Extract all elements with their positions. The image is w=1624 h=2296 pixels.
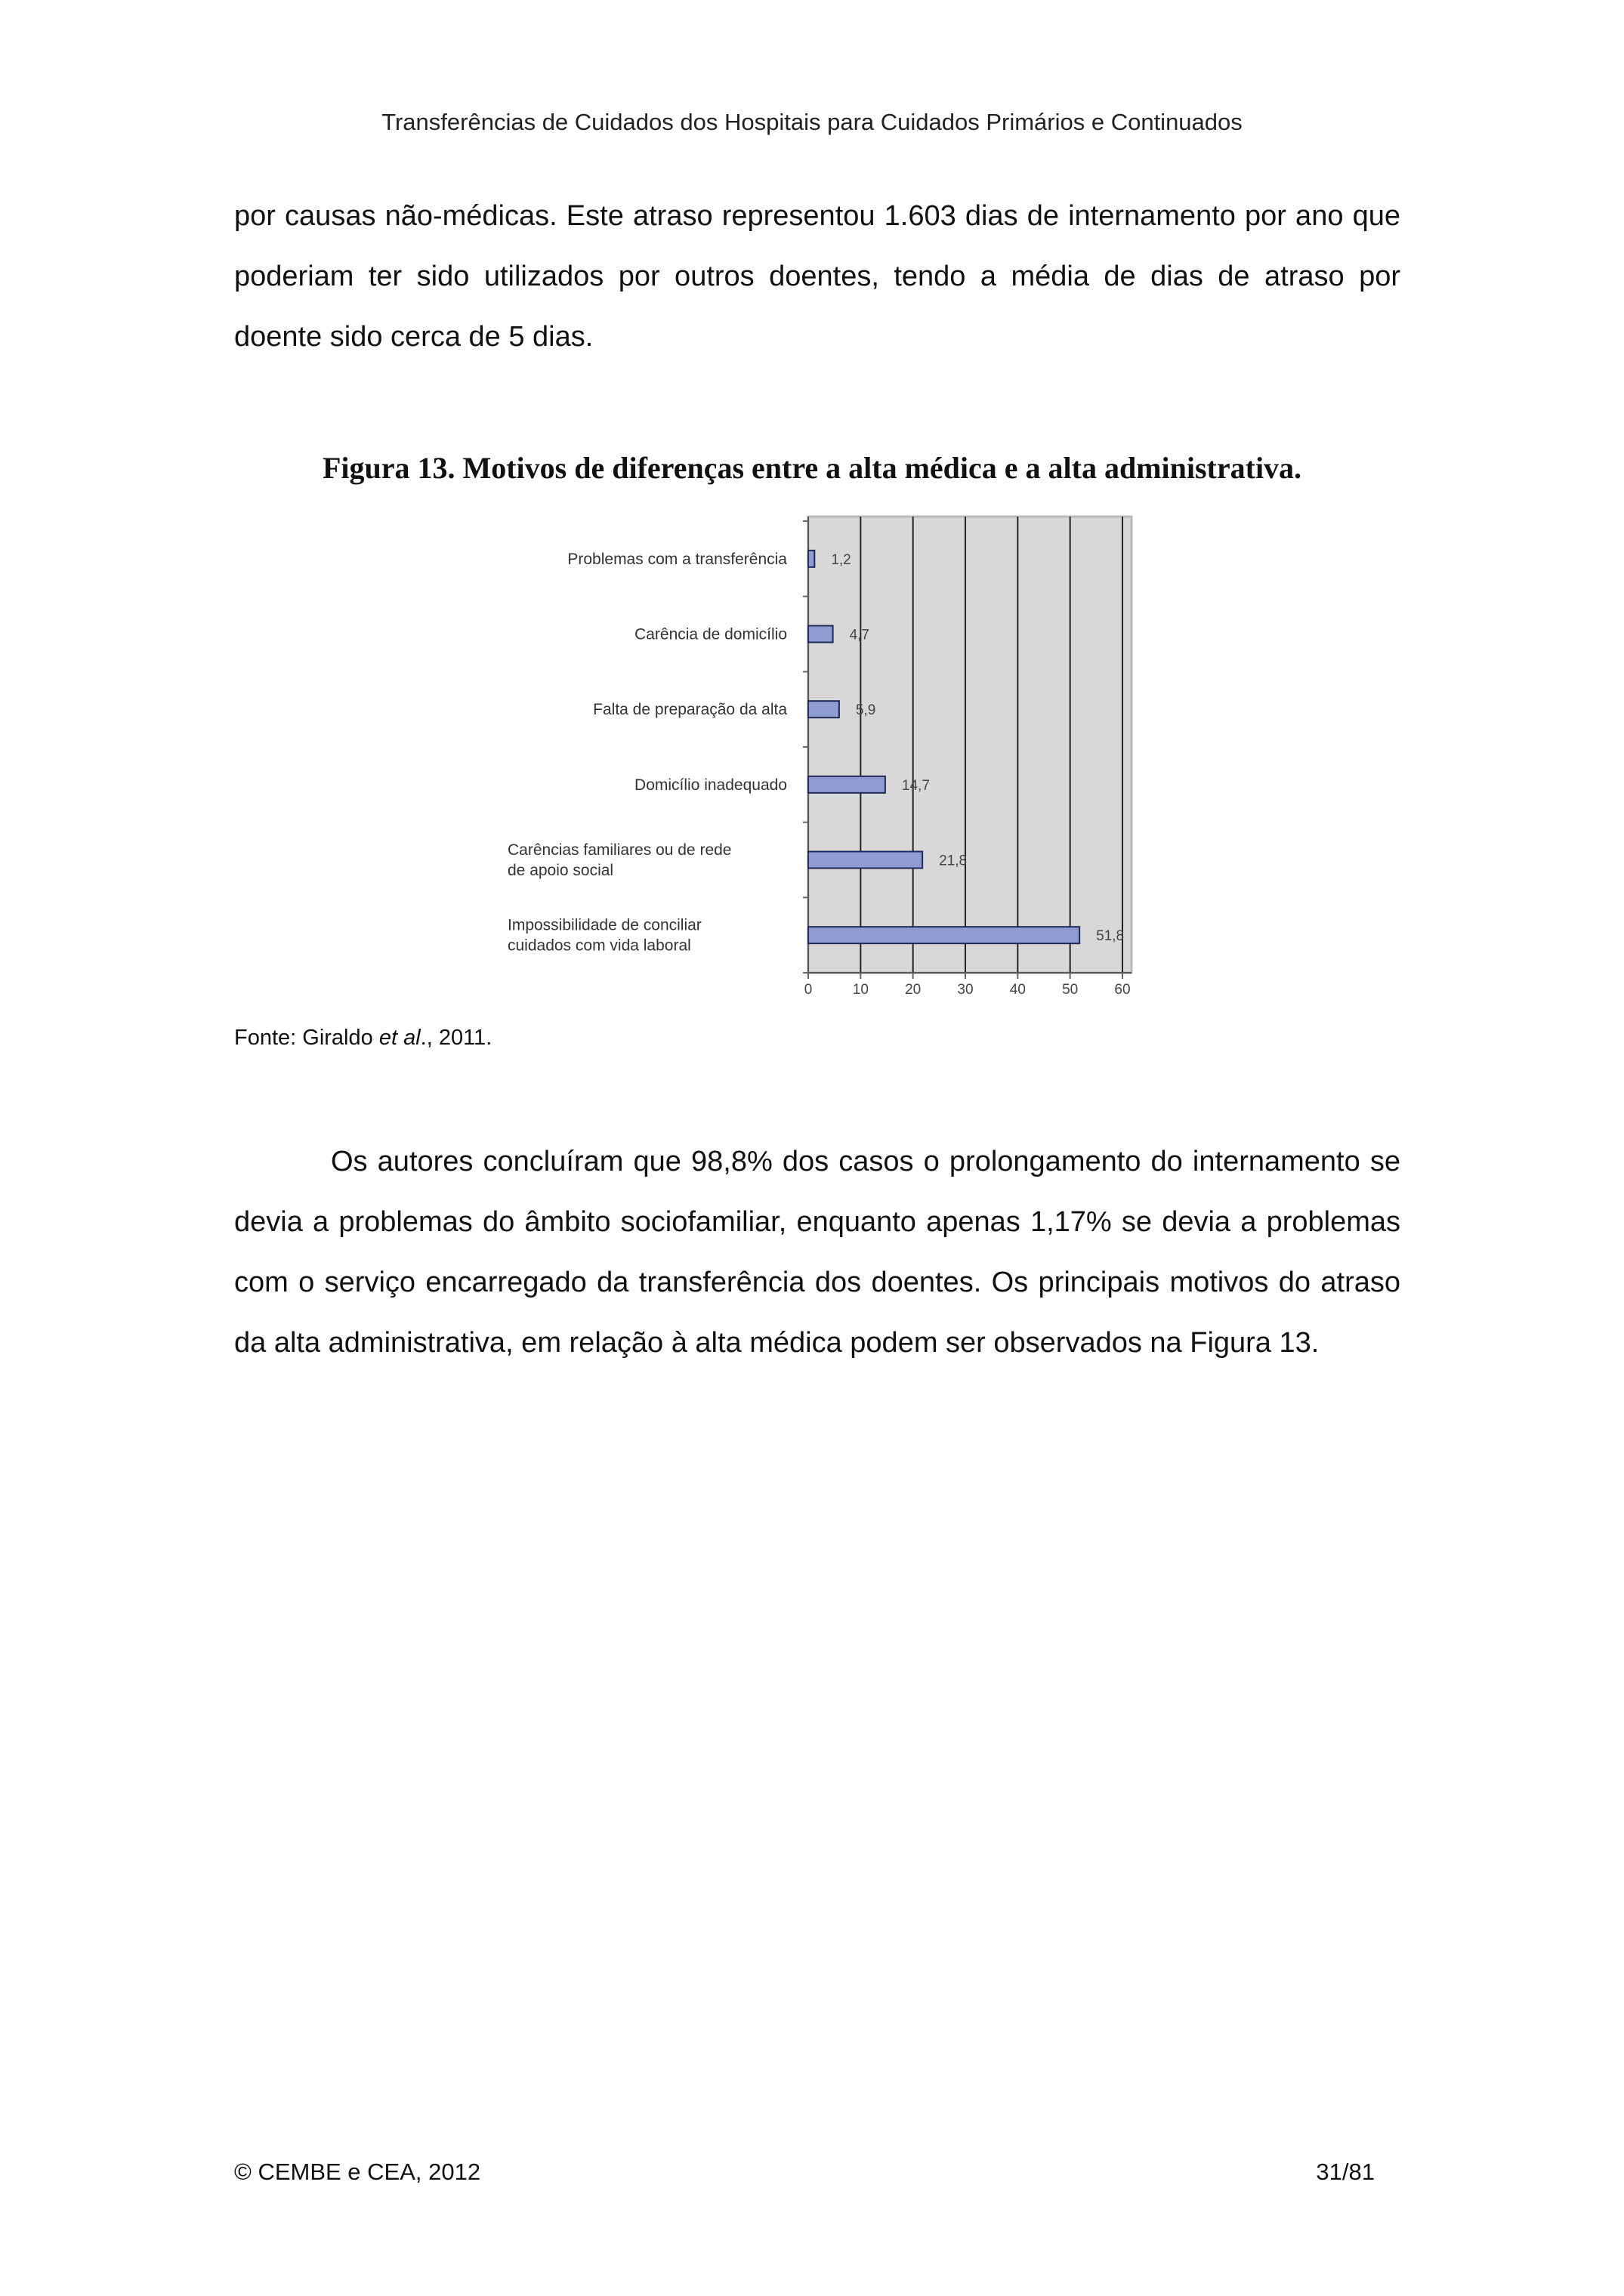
page-number: 31/81 [1316,2159,1375,2185]
source-suffix: ., 2011. [420,1026,492,1050]
source-prefix: Fonte: Giraldo [234,1026,379,1050]
bar-1 [808,551,814,567]
bar-3 [808,701,839,718]
data-label-5: 21,8 [939,853,968,869]
x-tick-label-30: 30 [957,982,974,994]
plot-area [808,517,1132,973]
body-paragraph-2: Os autores concluíram que 98,8% dos casos o prolongamento do internamento se devia a problemas do âmbito sociofamiliar, enquanto apenas 1,17% se devia a problemas com o serviço encarregado da transferência dos doentes. Os principais motivos do atraso da alta administrativa, em relação à alta médica podem ser observados na Figura 13. [234,1146,1400,1359]
figure-caption: Figura 13. Motivos de diferenças entre a alta médica e a alta administrativa. [322,451,1302,485]
category-label-5: de apoio social [508,862,614,879]
category-label-6: Impossibilidade de conciliar [508,916,702,934]
source-italic: et al [378,1026,421,1050]
footer-copyright: © CEMBE e CEA, 2012 [234,2159,481,2185]
x-tick-label-50: 50 [1062,982,1079,994]
category-label-1: Problemas com a transferência [567,550,787,568]
category-label-3: Falta de preparação da alta [593,701,787,719]
bar-6 [808,927,1079,943]
x-tick-label-20: 20 [905,982,922,994]
running-header: Transferências de Cuidados dos Hospitais para Cuidados Primários e Continuados [381,109,1243,135]
x-tick-label-0: 0 [804,982,813,994]
bar-chart [483,511,1148,994]
data-label-6: 51,8 [1096,928,1125,945]
data-label-1: 1,2 [831,551,851,568]
category-label-6: cuidados com vida laboral [508,937,691,955]
category-label-2: Carência de domicílio [634,625,787,643]
x-tick-label-60: 60 [1114,982,1131,994]
data-label-4: 14,7 [901,777,930,794]
figure-source [234,1026,492,1051]
category-label-5: Carências familiares ou de rede [508,841,732,859]
data-label-2: 4,7 [849,627,870,643]
bar-4 [808,776,885,793]
data-label-3: 5,9 [855,702,876,719]
body-paragraph-1: por causas não-médicas. Este atraso representou 1.603 dias de internamento por ano que poderiam ter sido utilizados por outros doentes, tendo a média de dias de atraso por doente sido cerca de 5 dias. [234,200,1400,353]
category-label-4: Domicílio inadequado [634,776,787,794]
bar-5 [808,852,922,869]
x-tick-label-10: 10 [852,982,869,994]
x-tick-label-40: 40 [1009,982,1026,994]
bar-2 [808,626,833,643]
figure-13-chart [483,511,1148,994]
